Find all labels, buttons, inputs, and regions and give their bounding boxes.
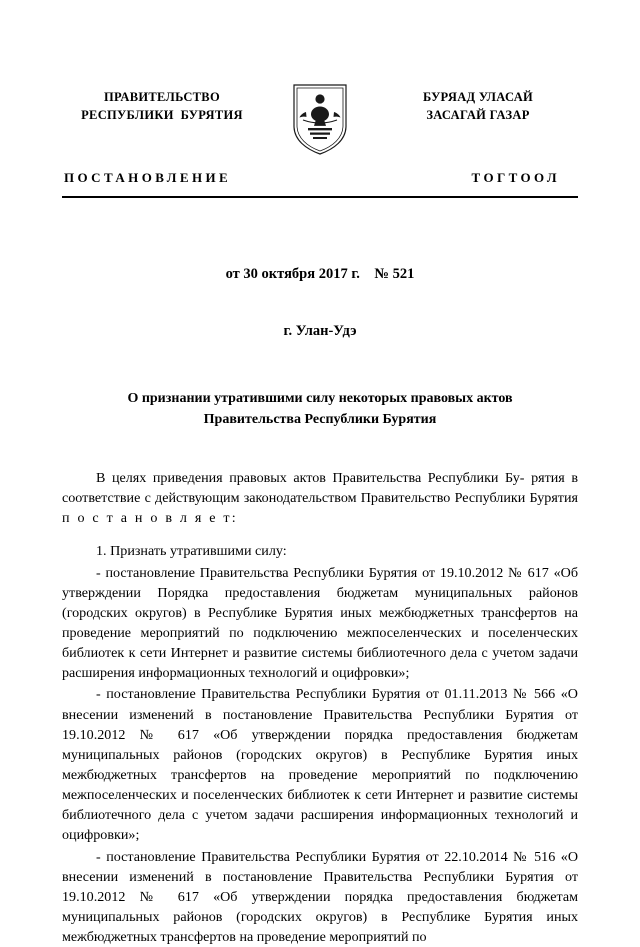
header-buryat-line-2: ЗАСАГАЙ ГАЗАР xyxy=(426,108,530,123)
header-title-buryat xyxy=(378,82,578,124)
intro-line-1: В целях приведения правовых актов Правительства Республики Бу- xyxy=(96,470,525,486)
document-type-buryat: ТОГТООЛ xyxy=(471,170,560,185)
header-buryat-line-1: БУРЯАД УЛАСАЙ xyxy=(422,90,534,104)
document-title xyxy=(62,388,578,430)
header-russian-line-2: РЕСПУБЛИКИ БУРЯТИЯ xyxy=(81,108,243,123)
header-russian-line-1: ПРАВИТЕЛЬСТВО xyxy=(104,90,220,104)
intro-paragraph xyxy=(62,468,578,528)
document-header xyxy=(62,82,578,156)
header-title-russian xyxy=(62,82,262,124)
document-city: г. Улан-Удэ xyxy=(283,323,357,339)
document-body xyxy=(62,468,578,947)
coat-of-arms-icon xyxy=(290,82,350,156)
document-title-line-1: О признании утратившими силу некоторых правовых актов xyxy=(127,391,513,406)
clause-1-heading: 1. Признать утратившими силу: xyxy=(96,543,287,560)
document-type-row xyxy=(62,170,578,186)
clause-1-item-3: - постановление Правительства Республики Бурятия от 22.10.2014 № 516 «О внесении изменений в постановление Правительства Республики Бурятия от 19.10.2012 № 617 «Об утверждении порядка предоставления бюджетам муниципальных районов (городских округов) в Республике Бурятия иных межбюджетных трансфертов на проведение мероприятий по xyxy=(62,848,578,946)
intro-line-2: рятия в соответствие с действующим законодательством Правительство xyxy=(62,470,578,507)
document-title-line-2: Правительства Республики Бурятия xyxy=(203,412,437,427)
header-divider xyxy=(62,196,578,198)
document-date-number: от 30 октября 2017 г. № 521 xyxy=(225,266,415,282)
intro-line-3: Республики Бурятия xyxy=(454,490,578,507)
clause-1-item-1: - постановление Правительства Республики Бурятия от 19.10.2012 № 617 «Об утверждении Порядка предоставления бюджетам муниципальных районов (городских округов) в Республике Бурятия иных межбюджетных трансфертов на проведение мероприятий по подключению межпоселенческих и поселенческих библиотек к сети Интернет и развитие системы библиотечного дела с учетом задачи расширения информационных технологий и оцифровки»; xyxy=(62,564,578,682)
clause-1-item-2: - постановление Правительства Республики Бурятия от 01.11.2013 № 566 «О внесении изменений в постановление Правительства Республики Бурятия от 19.10.2012 № 617 «Об утверждении порядка предоставления бюджетам муниципальных районов (городских округов) в Республике Бурятия иных межбюджетных трансфертов на проведение мероприятий по подключению межпоселенческих и поселенческих библиотек к сети Интернет и развитие системы библиотечного дела с учетом задачи расширения информационных технологий и оцифровки»; xyxy=(62,686,578,844)
intro-resolves-word: п о с т а н о в л я е т: xyxy=(62,510,238,527)
document-type-russian: ПОСТАНОВЛЕНИЕ xyxy=(64,170,232,185)
